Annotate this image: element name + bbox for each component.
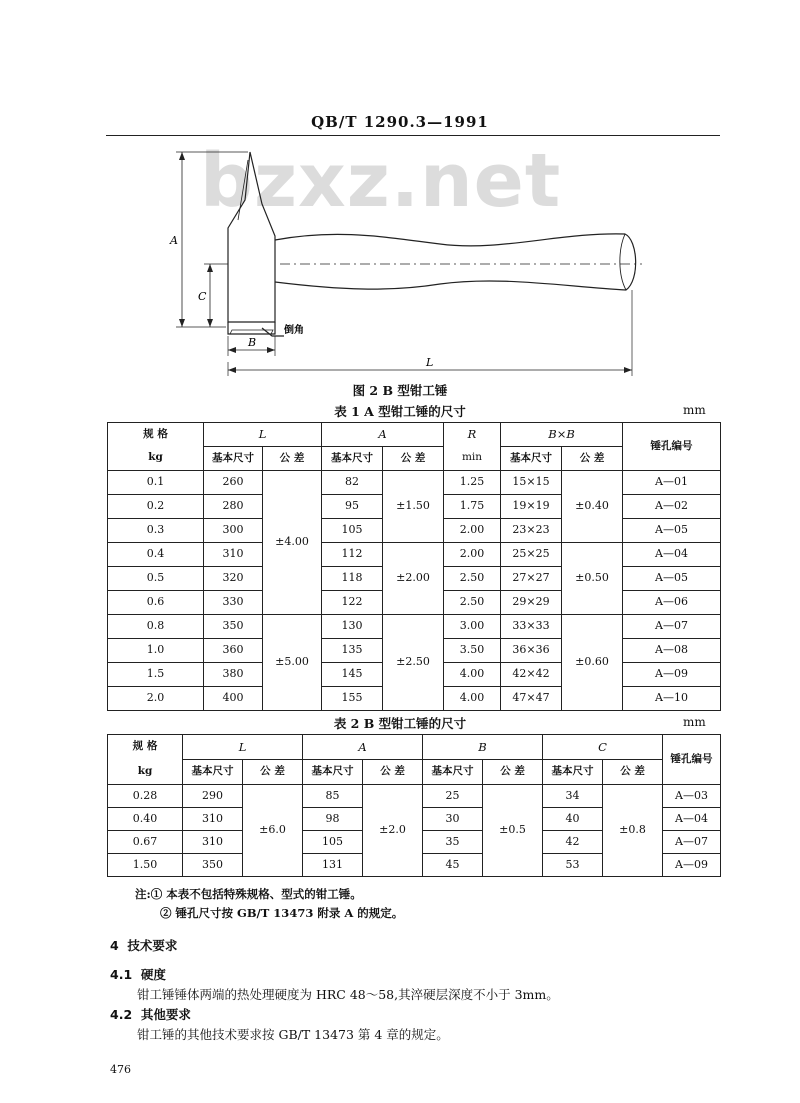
table2 [107, 734, 721, 877]
t1-head-hole: 锤孔编号 [623, 423, 721, 471]
t2-cell-C: 34 [543, 785, 603, 808]
t1-cell-L: 310 [204, 543, 263, 567]
t1-L-tol-1: ±4.00 [263, 471, 322, 615]
t1-head-A-basic: 基本尺寸 [322, 447, 383, 471]
section-4-1-heading [110, 965, 166, 983]
t1-cell-R: 1.75 [444, 495, 501, 519]
t1-cell-L: 260 [204, 471, 263, 495]
section-4-title: 技术要求 [127, 938, 178, 953]
t1-cell-BB: 25×25 [501, 543, 562, 567]
section-4-heading [110, 936, 177, 954]
t1-cell-R: 2.50 [444, 591, 501, 615]
t2-cell-kg: 0.67 [108, 831, 183, 854]
t2-head-B-tol: 公 差 [483, 760, 543, 785]
t2-B-tol: ±0.5 [483, 785, 543, 877]
t1-cell-A: 155 [322, 687, 383, 711]
t2-head-B-basic: 基本尺寸 [423, 760, 483, 785]
section-4-2-number: 4.2 [110, 1007, 133, 1022]
t2-cell-hole: A—07 [663, 831, 721, 854]
t1-cell-A: 130 [322, 615, 383, 639]
t1-cell-BB: 42×42 [501, 663, 562, 687]
t1-head-R: R [444, 423, 501, 447]
t2-cell-kg: 0.40 [108, 808, 183, 831]
dim-label-C: C [198, 290, 207, 303]
t2-A-tol: ±2.0 [363, 785, 423, 877]
t1-cell-BB: 47×47 [501, 687, 562, 711]
note-1: 注:① 本表不包括特殊规格、型式的钳工锤。 [135, 887, 362, 901]
t2-cell-A: 98 [303, 808, 363, 831]
section-4-2-heading [110, 1005, 191, 1023]
t1-cell-kg: 0.8 [108, 615, 204, 639]
t1-cell-hole: A—10 [623, 687, 721, 711]
table2-caption: 表 2 B 型钳工锤的尺寸 [333, 716, 467, 731]
t1-BB-tol-3: ±0.60 [562, 615, 623, 711]
hammer-head-outline [228, 152, 275, 322]
t1-cell-A: 112 [322, 543, 383, 567]
section-4-2-text: 钳工锤的其他技术要求按 GB/T 13473 第 4 章的规定。 [137, 1027, 449, 1042]
t2-L-tol: ±6.0 [243, 785, 303, 877]
dim-label-L: L [426, 356, 434, 369]
t1-cell-kg: 2.0 [108, 687, 204, 711]
t1-cell-A: 105 [322, 519, 383, 543]
t2-cell-B: 30 [423, 808, 483, 831]
t2-cell-L: 310 [183, 808, 243, 831]
t2-cell-A: 85 [303, 785, 363, 808]
t2-cell-L: 350 [183, 854, 243, 877]
t1-cell-BB: 36×36 [501, 639, 562, 663]
t1-cell-L: 400 [204, 687, 263, 711]
t2-cell-kg: 0.28 [108, 785, 183, 808]
t2-cell-A: 131 [303, 854, 363, 877]
t1-cell-hole: A—09 [623, 663, 721, 687]
figure-caption: 图 2 B 型钳工锤 [352, 383, 448, 398]
t1-cell-BB: 15×15 [501, 471, 562, 495]
t2-head-spec-unit: kg [108, 760, 183, 785]
t1-cell-A: 122 [322, 591, 383, 615]
t1-A-tol-1: ±1.50 [383, 471, 444, 543]
t1-cell-BB: 29×29 [501, 591, 562, 615]
t2-cell-B: 35 [423, 831, 483, 854]
t2-head-L-basic: 基本尺寸 [183, 760, 243, 785]
t1-head-BB-basic: 基本尺寸 [501, 447, 562, 471]
t1-cell-hole: A—07 [623, 615, 721, 639]
table-row [108, 471, 721, 495]
t1-cell-R: 1.25 [444, 471, 501, 495]
header-rule [106, 135, 720, 136]
standard-header: QB/T 1290.3—1991 [311, 113, 489, 131]
page-number: 476 [110, 1063, 131, 1076]
t1-head-L-tol: 公 差 [263, 447, 322, 471]
t1-cell-hole: A—08 [623, 639, 721, 663]
t1-cell-kg: 0.3 [108, 519, 204, 543]
t1-BB-tol-1: ±0.40 [562, 471, 623, 543]
t2-head-A-tol: 公 差 [363, 760, 423, 785]
t2-head-C-tol: 公 差 [603, 760, 663, 785]
t1-cell-kg: 1.5 [108, 663, 204, 687]
t2-cell-C: 40 [543, 808, 603, 831]
t2-cell-hole: A—04 [663, 808, 721, 831]
t1-cell-kg: 0.1 [108, 471, 204, 495]
t2-cell-A: 105 [303, 831, 363, 854]
dim-label-B: B [248, 336, 257, 349]
t1-cell-hole: A—06 [623, 591, 721, 615]
t1-cell-A: 135 [322, 639, 383, 663]
section-4-2-title: 其他要求 [140, 1007, 191, 1022]
t2-head-L-tol: 公 差 [243, 760, 303, 785]
t1-cell-kg: 0.4 [108, 543, 204, 567]
t1-cell-R: 2.00 [444, 519, 501, 543]
section-4-number: 4 [110, 938, 119, 953]
t1-cell-L: 300 [204, 519, 263, 543]
t1-L-tol-2: ±5.00 [263, 615, 322, 711]
t1-cell-A: 145 [322, 663, 383, 687]
t1-cell-kg: 0.6 [108, 591, 204, 615]
t2-C-tol: ±0.8 [603, 785, 663, 877]
t1-cell-L: 280 [204, 495, 263, 519]
table2-unit: mm [683, 715, 706, 729]
table-row [108, 615, 721, 639]
t2-cell-hole: A—09 [663, 854, 721, 877]
t2-head-spec: 规 格 [108, 735, 183, 760]
t2-cell-B: 45 [423, 854, 483, 877]
t2-cell-C: 42 [543, 831, 603, 854]
t2-head-L: L [183, 735, 303, 760]
section-4-1-number: 4.1 [110, 967, 133, 982]
t1-head-spec: 规 格 [108, 423, 204, 447]
handle-outline [275, 234, 636, 290]
t1-cell-BB: 33×33 [501, 615, 562, 639]
t2-head-A-basic: 基本尺寸 [303, 760, 363, 785]
t1-head-spec-unit: kg [108, 447, 204, 471]
t2-cell-L: 290 [183, 785, 243, 808]
t2-head-A: A [303, 735, 423, 760]
t1-cell-R: 2.00 [444, 543, 501, 567]
t2-cell-kg: 1.50 [108, 854, 183, 877]
hammer-drawing [160, 140, 660, 380]
t1-cell-L: 320 [204, 567, 263, 591]
table-row [108, 543, 721, 567]
section-4-1-title: 硬度 [140, 967, 166, 982]
t1-cell-R: 4.00 [444, 663, 501, 687]
t1-A-tol-2: ±2.00 [383, 543, 444, 615]
t1-cell-L: 360 [204, 639, 263, 663]
t1-head-BB-tol: 公 差 [562, 447, 623, 471]
t1-head-L: L [204, 423, 322, 447]
table1 [107, 422, 721, 711]
section-4-1-text: 钳工锤锤体两端的热处理硬度为 HRC 48～58,其淬硬层深度不小于 3mm。 [137, 987, 559, 1002]
t1-cell-BB: 19×19 [501, 495, 562, 519]
t1-cell-kg: 1.0 [108, 639, 204, 663]
t1-cell-A: 118 [322, 567, 383, 591]
t1-cell-A: 95 [322, 495, 383, 519]
t1-head-R-min: min [444, 447, 501, 471]
t2-cell-hole: A—03 [663, 785, 721, 808]
t1-cell-R: 4.00 [444, 687, 501, 711]
t1-cell-R: 3.00 [444, 615, 501, 639]
t1-head-L-basic: 基本尺寸 [204, 447, 263, 471]
t1-head-A: A [322, 423, 444, 447]
t2-head-hole: 锤孔编号 [663, 735, 721, 785]
t2-head-C: C [543, 735, 663, 760]
t1-cell-hole: A—04 [623, 543, 721, 567]
t2-cell-C: 53 [543, 854, 603, 877]
t1-cell-BB: 23×23 [501, 519, 562, 543]
t1-cell-R: 3.50 [444, 639, 501, 663]
table1-caption: 表 1 A 型钳工锤的尺寸 [334, 404, 466, 419]
watermark: bzxz.net [200, 138, 562, 224]
table-row [108, 785, 721, 808]
t2-head-B: B [423, 735, 543, 760]
t2-cell-B: 25 [423, 785, 483, 808]
t1-cell-hole: A—05 [623, 519, 721, 543]
t1-cell-hole: A—02 [623, 495, 721, 519]
t1-cell-kg: 0.2 [108, 495, 204, 519]
table1-unit: mm [683, 403, 706, 417]
t1-cell-A: 82 [322, 471, 383, 495]
t2-head-C-basic: 基本尺寸 [543, 760, 603, 785]
t1-BB-tol-2: ±0.50 [562, 543, 623, 615]
t1-cell-L: 330 [204, 591, 263, 615]
t1-cell-BB: 27×27 [501, 567, 562, 591]
dim-label-A: A [170, 234, 178, 247]
t2-cell-L: 310 [183, 831, 243, 854]
t1-cell-kg: 0.5 [108, 567, 204, 591]
t1-cell-R: 2.50 [444, 567, 501, 591]
t1-cell-L: 380 [204, 663, 263, 687]
t1-head-A-tol: 公 差 [383, 447, 444, 471]
t1-head-BB: B×B [501, 423, 623, 447]
note-2: ② 锤孔尺寸按 GB/T 13473 附录 A 的规定。 [160, 906, 404, 920]
t1-cell-hole: A—01 [623, 471, 721, 495]
t1-A-tol-3: ±2.50 [383, 615, 444, 711]
bevel-label: 倒角 [284, 325, 304, 336]
t1-cell-L: 350 [204, 615, 263, 639]
t1-cell-hole: A—05 [623, 567, 721, 591]
